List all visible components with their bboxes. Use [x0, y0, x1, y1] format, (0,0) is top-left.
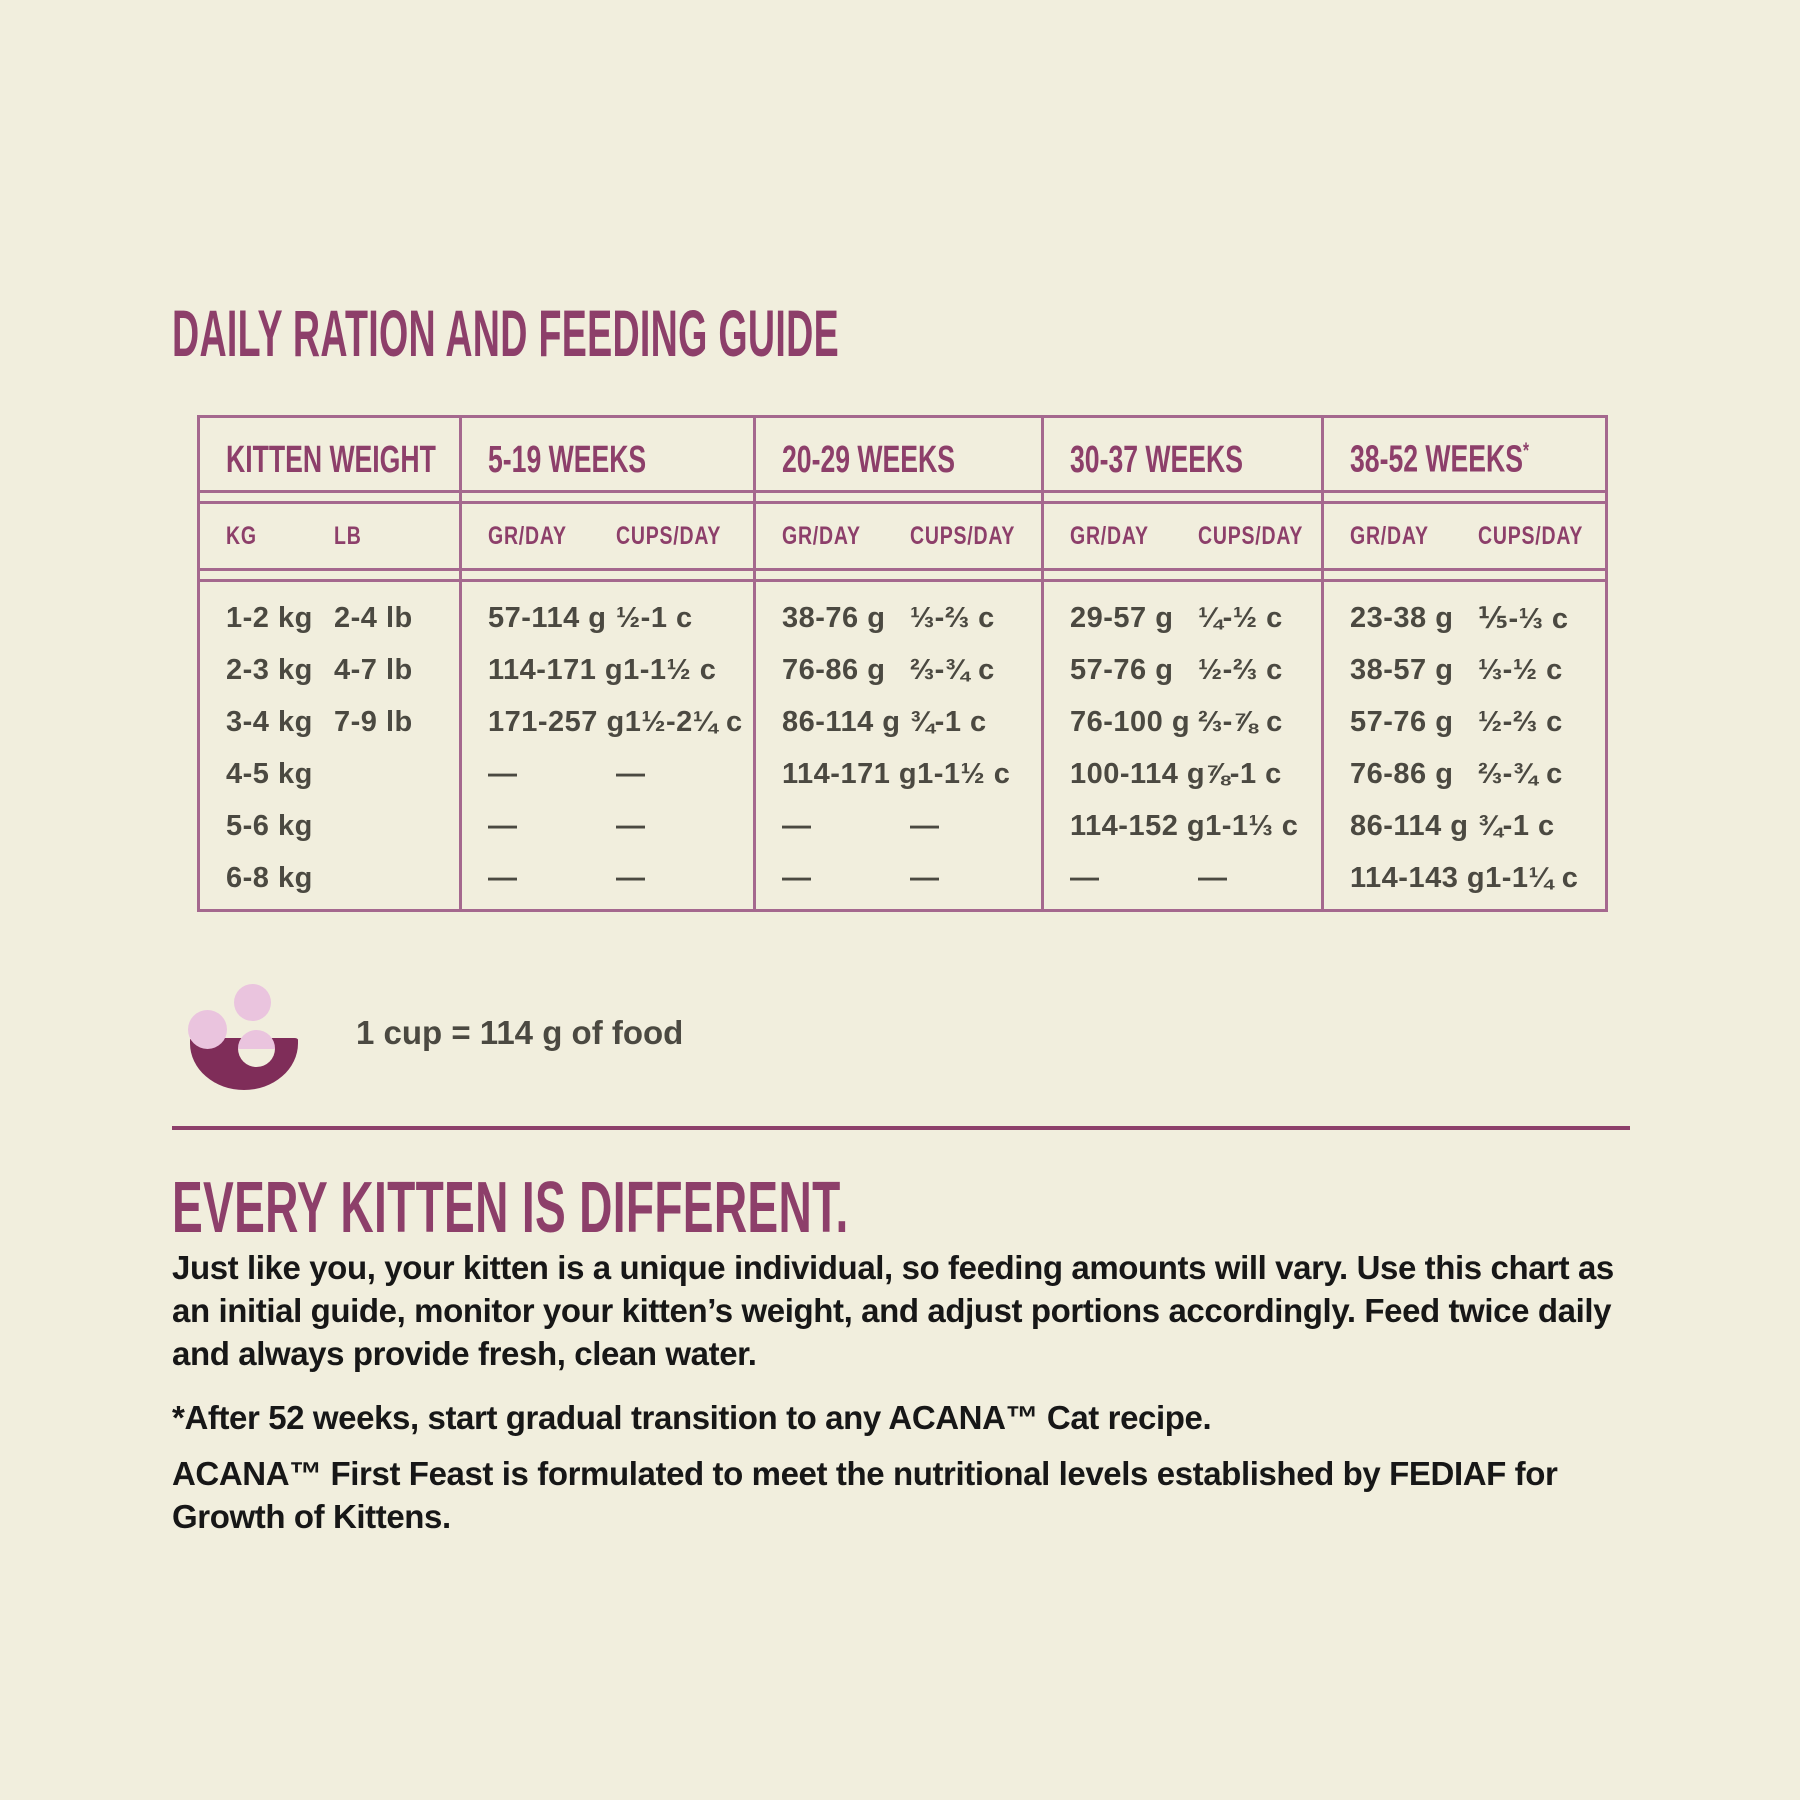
table-row: 57-114 g ½-1 c	[488, 601, 693, 634]
table-row: 57-76 g ½-⅔ c	[1070, 653, 1283, 686]
table-row: 2-3 kg 4-7 lb	[226, 653, 413, 686]
column-subheader: GR/DAY CUPS/DAY	[462, 501, 753, 571]
table-row: 3-4 kg 7-9 lb	[226, 705, 413, 738]
divider-gap	[200, 493, 459, 501]
footnote-asterisk: *	[1522, 438, 1529, 464]
kibble-dot	[238, 1030, 275, 1067]
column-38-52-weeks	[1324, 415, 1608, 912]
table-row: — —	[782, 861, 940, 894]
table-row: 76-86 g ⅔-¾ c	[782, 653, 995, 686]
table-row: — —	[488, 861, 646, 894]
divider-gap	[756, 493, 1041, 501]
column-body	[462, 579, 753, 912]
table-row: — —	[488, 757, 646, 790]
feeding-advice-paragraph: Just like you, your kitten is a unique individual, so feeding amounts will vary. Use this chart as an initial guide, monitor your kitten’s weight, and adjust portions accordingly. Feed twice daily and always provide fresh, clean water.	[172, 1249, 1614, 1372]
table-row: 38-76 g ⅓-⅔ c	[782, 601, 995, 634]
column-header: 30-37 WEEKS	[1044, 415, 1321, 493]
table-row: 38-57 g ⅓-½ c	[1350, 653, 1563, 686]
column-header: 38-52 WEEKS*	[1324, 415, 1605, 493]
divider-gap	[1044, 493, 1321, 501]
divider-gap	[1324, 493, 1605, 501]
column-header: 20-29 WEEKS	[756, 415, 1041, 493]
table-row: 86-114 g ¾-1 c	[1350, 809, 1555, 842]
column-body	[1324, 579, 1605, 912]
table-row: 1-2 kg 2-4 lb	[226, 601, 413, 634]
cup-legend-text: 1 cup = 114 g of food	[356, 1014, 684, 1051]
table-row: 29-57 g ¼-½ c	[1070, 601, 1283, 634]
column-subheader: KG LB	[200, 501, 459, 571]
formulation-statement: ACANA™ First Feast is formulated to meet the nutritional levels established by FEDIAF for Growth of Kittens.	[172, 1455, 1558, 1535]
table-row: 114-171 g 1-1½ c	[488, 653, 717, 686]
table-row: 114-143 g 1-1¼ c	[1350, 861, 1579, 894]
table-row: 114-152 g 1-1⅓ c	[1070, 809, 1299, 842]
column-5-19-weeks	[462, 415, 756, 912]
divider-gap	[1324, 571, 1605, 579]
divider-gap	[200, 571, 459, 579]
column-body	[1044, 579, 1321, 912]
table-row: 171-257 g 1½-2¼ c	[488, 705, 743, 738]
table-row: 76-100 g ⅔-⅞ c	[1070, 705, 1283, 738]
page-title: DAILY RATION AND FEEDING GUIDE	[172, 296, 839, 370]
table-row: 76-86 g ⅔-¾ c	[1350, 757, 1563, 790]
column-body	[756, 579, 1041, 912]
table-row: 6-8 kg	[226, 861, 313, 894]
divider-gap	[1044, 571, 1321, 579]
food-bowl-icon	[176, 984, 316, 1090]
table-row: 23-38 g ⅕-⅓ c	[1350, 601, 1569, 635]
kibble-dot	[188, 1010, 227, 1049]
table-row: 4-5 kg	[226, 757, 313, 790]
table-row: — —	[488, 809, 646, 842]
column-header: KITTEN WEIGHT	[200, 415, 459, 493]
table-row: 86-114 g ¾-1 c	[782, 705, 987, 738]
column-kitten-weight	[197, 415, 462, 912]
column-subheader: GR/DAY CUPS/DAY	[756, 501, 1041, 571]
feeding-table	[197, 415, 1608, 912]
section-heading: EVERY KITTEN IS DIFFERENT.	[172, 1168, 849, 1248]
divider-gap	[462, 571, 753, 579]
table-row: — —	[782, 809, 940, 842]
kibble-dot	[234, 984, 271, 1021]
table-row: — —	[1070, 861, 1228, 894]
section-divider	[172, 1126, 1630, 1130]
table-row: 57-76 g ½-⅔ c	[1350, 705, 1563, 738]
divider-gap	[462, 493, 753, 501]
table-row: 114-171 g 1-1½ c	[782, 757, 1011, 790]
table-row: 5-6 kg	[226, 809, 313, 842]
column-subheader: GR/DAY CUPS/DAY	[1044, 501, 1321, 571]
column-30-37-weeks	[1044, 415, 1324, 912]
column-header: 5-19 WEEKS	[462, 415, 753, 493]
column-subheader: GR/DAY CUPS/DAY	[1324, 501, 1605, 571]
column-body	[200, 579, 459, 912]
transition-footnote: *After 52 weeks, start gradual transition to any ACANA™ Cat recipe.	[172, 1399, 1212, 1436]
column-20-29-weeks	[756, 415, 1044, 912]
table-row: 100-114 g ⅞-1 c	[1070, 757, 1282, 790]
divider-gap	[756, 571, 1041, 579]
